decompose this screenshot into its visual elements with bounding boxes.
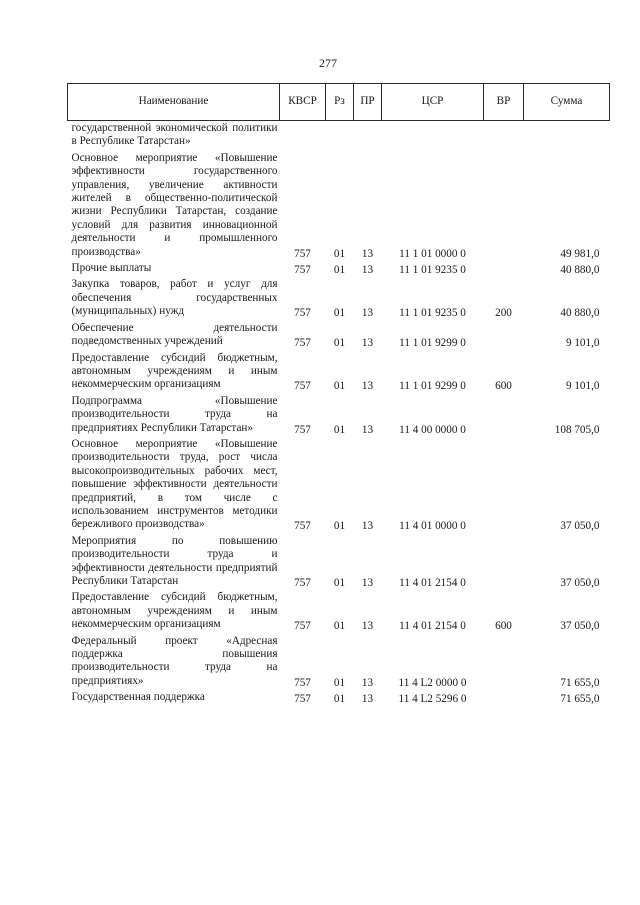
table-row <box>68 394 610 437</box>
table-row <box>68 277 610 320</box>
header-pr: ПР <box>354 84 382 121</box>
row-pr: 13 <box>361 676 374 689</box>
row-kvsr: 757 <box>294 264 311 277</box>
row-kvsr: 757 <box>294 307 311 320</box>
row-kvsr: 757 <box>294 676 311 689</box>
row-vr: 600 <box>495 380 512 393</box>
row-vr <box>484 437 524 534</box>
row-rz: 01 <box>333 693 346 706</box>
row-sum: 71 655,0 <box>560 693 600 706</box>
row-csr: 11 4 00 0000 0 <box>399 423 466 436</box>
row-sum <box>524 121 610 151</box>
row-csr: 11 1 01 9299 0 <box>399 380 466 393</box>
row-sum: 108 705,0 <box>554 423 600 436</box>
row-pr: 13 <box>361 264 374 277</box>
row-sum: 37 050,0 <box>560 577 600 589</box>
row-vr <box>484 321 524 351</box>
row-name: Основное мероприятие «Повышение производительности труда, рост числа высокопроизводительных рабочих мест, повышение эффективности деятельности предприятий, в том числе с использованием инструментов методики бережливого производства» <box>71 437 278 531</box>
row-kvsr <box>280 121 326 151</box>
row-rz: 01 <box>333 577 346 589</box>
row-csr: 11 4 01 2154 0 <box>399 577 466 589</box>
row-kvsr: 757 <box>294 620 311 633</box>
row-vr: 600 <box>495 620 512 633</box>
table-row <box>68 590 610 633</box>
row-csr: 11 1 01 0000 0 <box>399 247 466 260</box>
row-kvsr: 757 <box>294 423 311 436</box>
page-number: 277 <box>319 56 337 70</box>
row-csr: 11 4 L2 0000 0 <box>398 676 467 689</box>
row-csr: 11 4 01 2154 0 <box>399 620 466 633</box>
row-rz: 01 <box>333 520 346 533</box>
row-name: Прочие выплаты <box>71 262 152 275</box>
row-kvsr: 757 <box>294 337 311 350</box>
header-kvsr: КВСР <box>280 84 326 121</box>
row-csr: 11 4 01 0000 0 <box>399 520 466 533</box>
table-row <box>68 321 610 351</box>
row-name: Мероприятия по повышению производительности труда и эффективности деятельности предприятий Республики Татарстан <box>71 534 278 587</box>
table-row <box>68 261 610 277</box>
row-name: Предоставление субсидий бюджетным, автономным учреждениям и иным некоммерческим организациям <box>71 591 278 631</box>
row-sum: 49 981,0 <box>560 247 600 260</box>
row-kvsr: 757 <box>294 577 311 589</box>
row-pr: 13 <box>361 520 374 533</box>
row-name: государственной экономической политики в Республике Татарстан» <box>71 122 278 148</box>
row-pr: 13 <box>361 577 374 589</box>
header-csr: ЦСР <box>382 84 484 121</box>
row-pr: 13 <box>361 423 374 436</box>
row-vr <box>484 121 524 151</box>
row-kvsr: 757 <box>294 247 311 260</box>
header-rz: Рз <box>326 84 354 121</box>
row-name: Обеспечение деятельности подведомственных учреждений <box>71 321 278 348</box>
row-vr <box>484 534 524 591</box>
row-name: Основное мероприятие «Повышение эффективности государственного управления, увеличение активности жителей в общественно-политической жизни Республики Татарстан, создание условий для развития инновационной деятельности и промышленного производства» <box>71 151 278 258</box>
table-header-row <box>68 84 610 121</box>
table-row <box>68 121 610 151</box>
row-rz: 01 <box>333 676 346 689</box>
row-rz <box>326 121 354 151</box>
row-sum: 9 101,0 <box>565 380 600 393</box>
row-name: Подпрограмма «Повышение производительности труда на предприятиях Республики Татарстан» <box>71 394 278 434</box>
row-name: Государственная поддержка <box>71 691 205 704</box>
row-csr: 11 1 01 9235 0 <box>399 264 466 277</box>
row-csr <box>382 121 484 151</box>
row-rz: 01 <box>333 380 346 393</box>
row-rz: 01 <box>333 247 346 260</box>
row-pr: 13 <box>361 693 374 706</box>
row-pr: 13 <box>361 337 374 350</box>
row-sum: 37 050,0 <box>560 520 600 533</box>
row-vr: 200 <box>495 307 512 320</box>
row-kvsr: 757 <box>294 380 311 393</box>
row-rz: 01 <box>333 620 346 633</box>
row-pr <box>354 121 382 151</box>
row-vr <box>484 261 524 277</box>
row-sum: 40 880,0 <box>560 264 600 277</box>
table-row <box>68 634 610 691</box>
row-rz: 01 <box>333 307 346 320</box>
row-pr: 13 <box>361 307 374 320</box>
row-pr: 13 <box>361 247 374 260</box>
header-vr: ВР <box>484 84 524 121</box>
row-csr: 11 1 01 9235 0 <box>399 307 466 320</box>
table-row <box>68 151 610 261</box>
row-name: Закупка товаров, работ и услуг для обеспечения государственных (муниципальных) нужд <box>71 278 278 318</box>
row-sum: 9 101,0 <box>565 337 600 350</box>
row-rz: 01 <box>333 264 346 277</box>
row-vr <box>484 151 524 261</box>
row-vr <box>484 394 524 437</box>
row-name: Предоставление субсидий бюджетным, автономным учреждениям и иным некоммерческим организациям <box>71 351 278 391</box>
row-kvsr: 757 <box>294 520 311 533</box>
row-name: Федеральный проект «Адресная поддержка повышения производительности труда на предприятиях» <box>71 634 278 687</box>
table-row <box>68 690 610 706</box>
header-sum: Сумма <box>524 84 610 121</box>
row-sum: 71 655,0 <box>560 676 600 689</box>
row-vr <box>484 690 524 706</box>
row-rz: 01 <box>333 337 346 350</box>
row-vr <box>484 634 524 691</box>
row-rz: 01 <box>333 423 346 436</box>
row-kvsr: 757 <box>294 693 311 706</box>
row-sum: 37 050,0 <box>560 620 600 633</box>
row-pr: 13 <box>361 620 374 633</box>
row-csr: 11 1 01 9299 0 <box>399 337 466 350</box>
row-csr: 11 4 L2 5296 0 <box>398 693 467 706</box>
row-pr: 13 <box>361 380 374 393</box>
table-row <box>68 437 610 534</box>
table-row <box>68 351 610 394</box>
row-sum: 40 880,0 <box>560 307 600 320</box>
budget-table <box>67 83 610 707</box>
header-name: Наименование <box>68 84 280 121</box>
table-row <box>68 534 610 591</box>
